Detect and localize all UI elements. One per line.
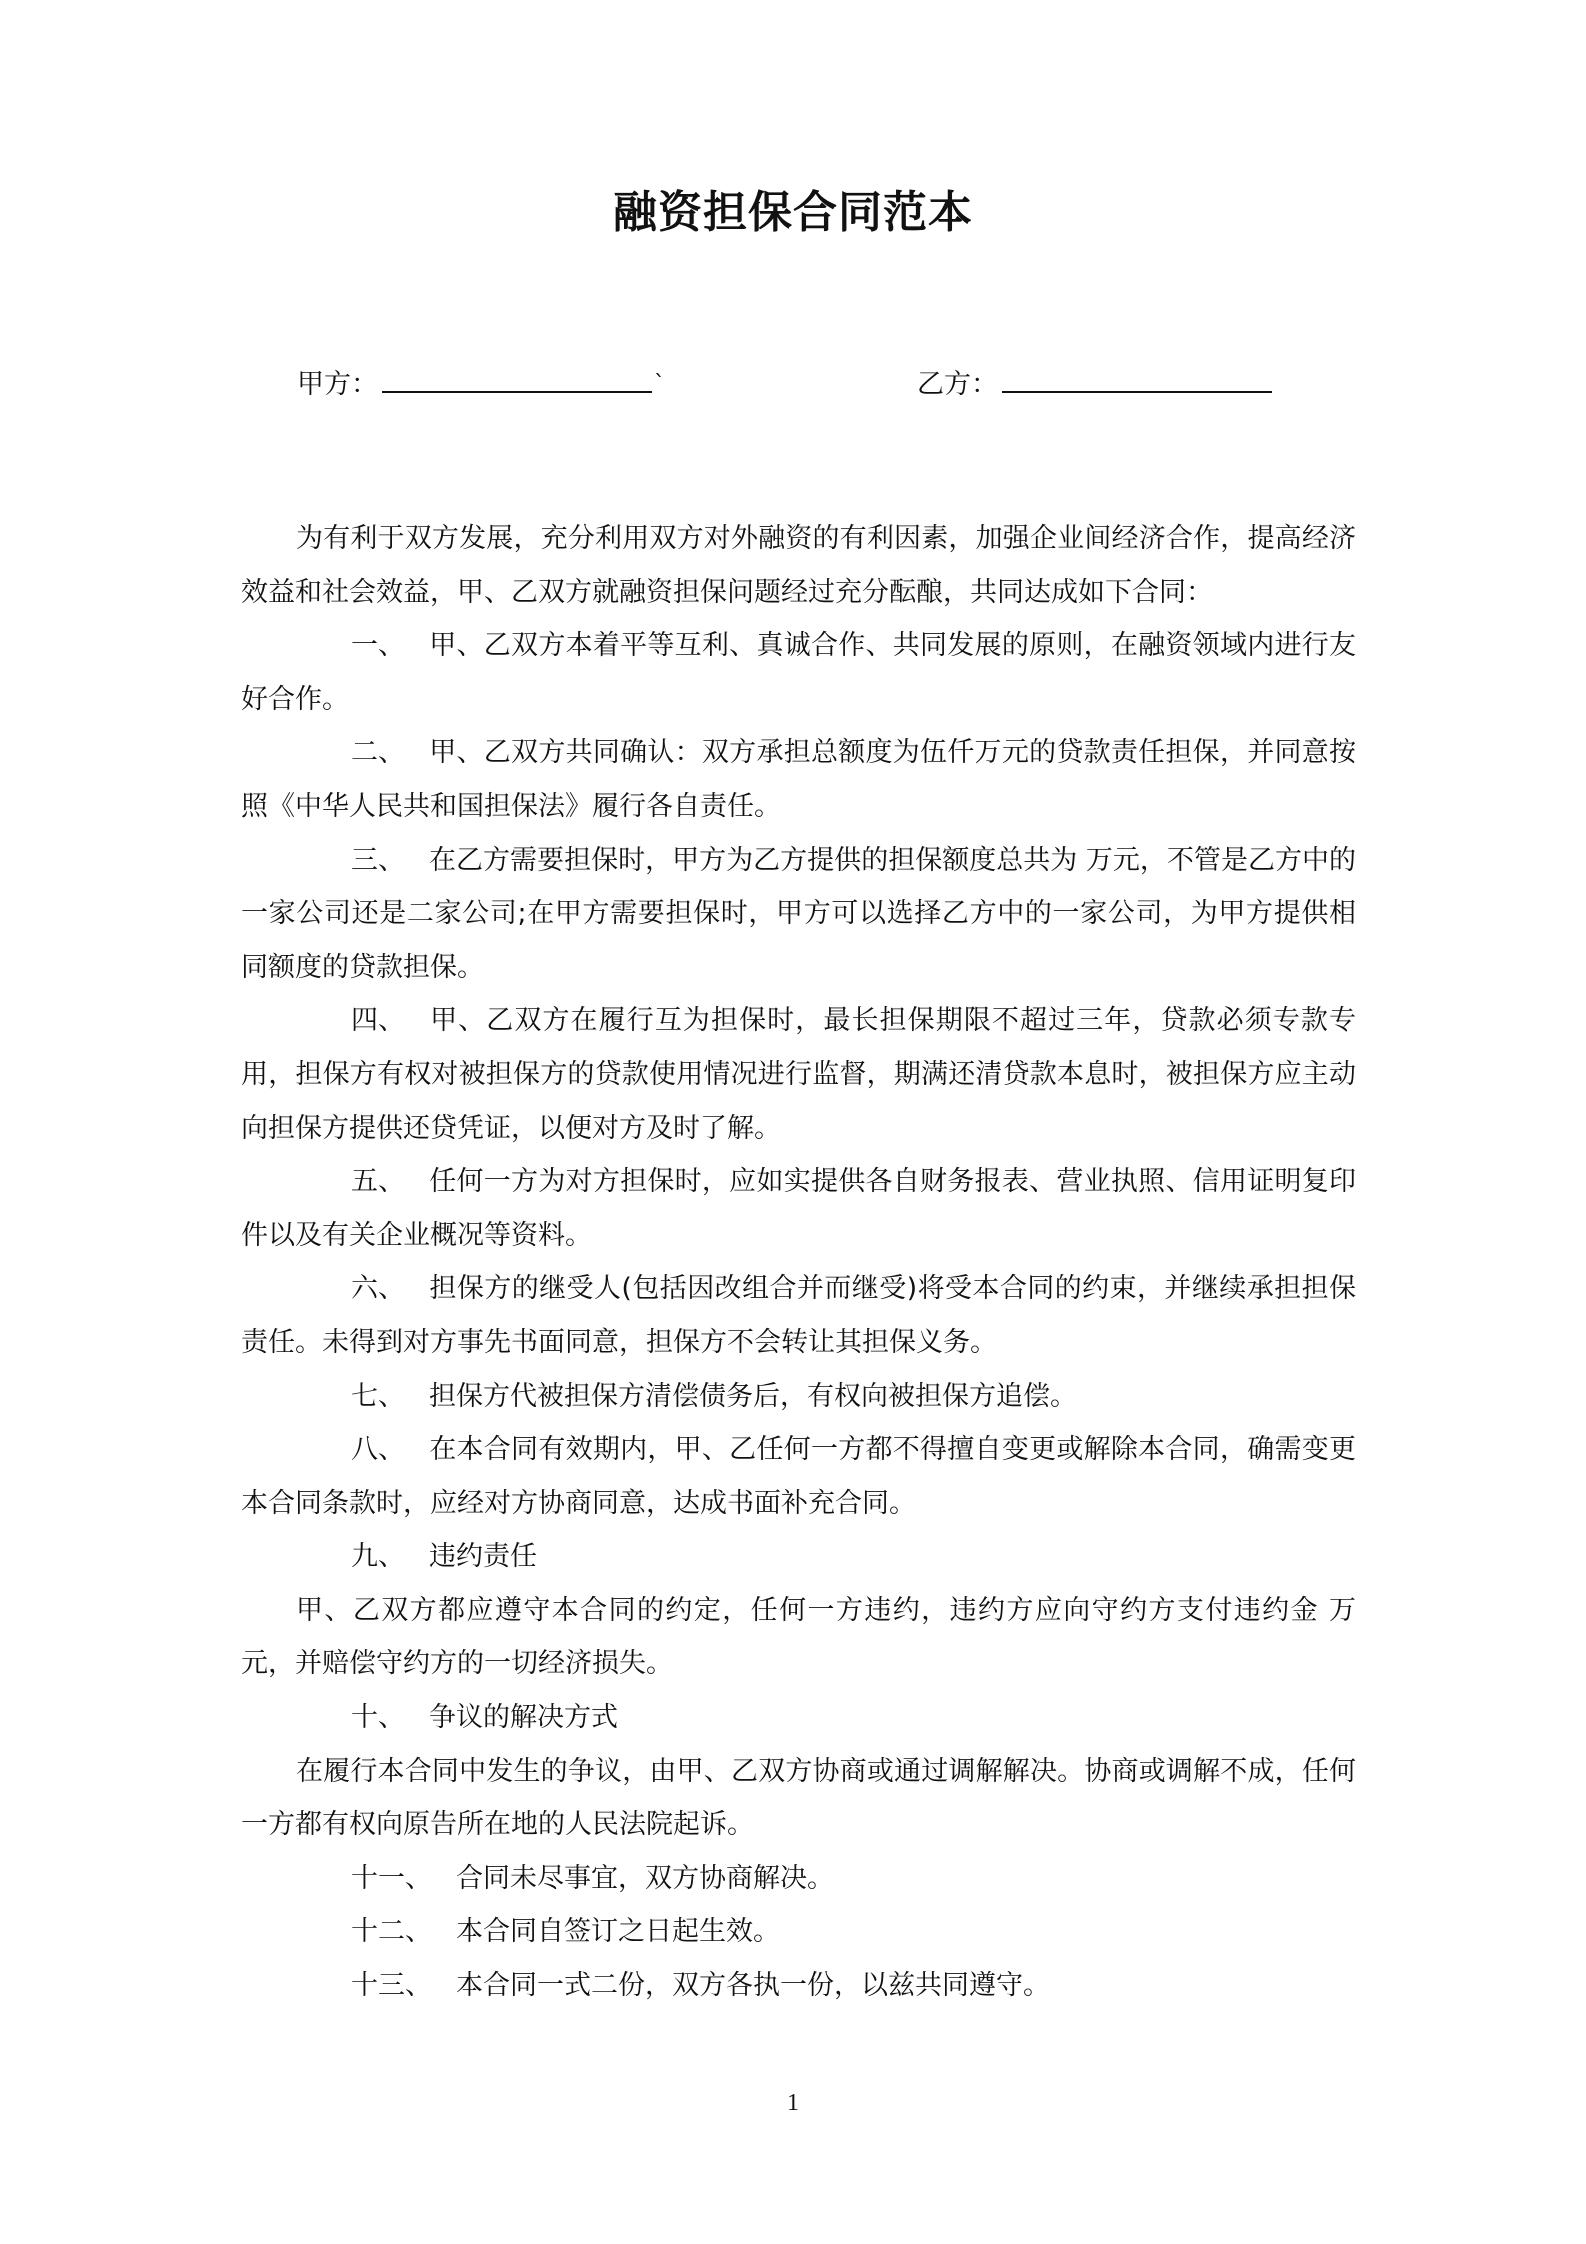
clause-2 — [241, 726, 1356, 833]
document-title: 融资担保合同范本 — [613, 187, 973, 238]
party-a-tick: ` — [654, 372, 665, 397]
party-a-blank — [382, 361, 652, 393]
clause-number: 十、 — [351, 1702, 405, 1734]
clause-number: 一、 — [351, 630, 405, 662]
clause-8 — [241, 1423, 1356, 1530]
clause-6 — [241, 1262, 1356, 1369]
intro-paragraph: 为有利于双方发展，充分利用双方对外融资的有利因素，加强企业间经济合作，提高经济效益和社会效益，甲、乙双方就融资担保问题经过充分酝酿，共同达成如下合同： — [241, 523, 1356, 608]
clause-1 — [241, 619, 1356, 726]
clause-9 — [241, 1530, 1356, 1584]
party-a — [297, 360, 665, 410]
clause-text: 合同未尽事宜，双方协商解决。 — [456, 1862, 834, 1894]
clause-13 — [241, 1959, 1356, 2013]
clause-number: 十一、 — [351, 1862, 432, 1894]
party-b-blank — [1002, 361, 1272, 393]
parties-line — [297, 360, 1347, 410]
clause-text: 担保方的继受人(包括因改组合并而继受)将受本合同的约束，并继续承担担保责任。未得到对方事先书面同意，担保方不会转让其担保义务。 — [241, 1273, 1356, 1358]
clause-number: 五、 — [351, 1166, 405, 1198]
clause-text: 任何一方为对方担保时，应如实提供各自财务报表、营业执照、信用证明复印件以及有关企业概况等资料。 — [241, 1166, 1356, 1251]
page-number: 1 — [787, 2090, 799, 2116]
clause-number: 九、 — [351, 1541, 405, 1573]
clause-number: 三、 — [351, 844, 405, 876]
clause-number: 八、 — [351, 1434, 405, 1466]
dispute-paragraph: 在履行本合同中发生的争议，由甲、乙双方协商或通过调解解决。协商或调解不成，任何一方都有权向原告所在地的人民法院起诉。 — [241, 1755, 1356, 1841]
clause-10 — [241, 1691, 1356, 1745]
clause-5 — [241, 1155, 1356, 1262]
clause-12 — [241, 1905, 1356, 1959]
clause-number: 十二、 — [351, 1916, 432, 1948]
clause-number: 六、 — [351, 1273, 405, 1305]
clause-number: 十三、 — [351, 1970, 432, 2002]
clause-text: 在乙方需要担保时，甲方为乙方提供的担保额度总共为 万元，不管是乙方中的一家公司还是二家公司;在甲方需要担保时，甲方可以选择乙方中的一家公司，为甲方提供相同额度的贷款担保。 — [241, 844, 1356, 983]
clause-number: 二、 — [351, 737, 405, 769]
clause-text: 本合同一式二份，双方各执一份，以兹共同遵守。 — [456, 1970, 1050, 2002]
contract-body — [241, 512, 1356, 2013]
clause-11 — [241, 1852, 1356, 1906]
clause-text: 违约责任 — [429, 1541, 537, 1573]
clause-text: 甲、乙双方共同确认：双方承担总额度为伍仟万元的贷款责任担保，并同意按照《中华人民共和国担保法》履行各自责任。 — [241, 737, 1356, 822]
clause-3 — [241, 834, 1356, 995]
clause-text: 本合同自签订之日起生效。 — [456, 1916, 780, 1948]
clause-7 — [241, 1370, 1356, 1424]
clause-number: 七、 — [351, 1380, 405, 1412]
party-b — [917, 360, 1272, 410]
clause-text: 争议的解决方式 — [429, 1702, 618, 1734]
clause-text: 担保方代被担保方清偿债务后，有权向被担保方追偿。 — [429, 1380, 1077, 1412]
breach-paragraph: 甲、乙双方都应遵守本合同的约定，任何一方违约，违约方应向守约方支付违约金 万元，并赔偿守约方的一切经济损失。 — [241, 1594, 1356, 1680]
clause-number: 四、 — [351, 1005, 405, 1037]
party-a-label: 甲方： — [297, 369, 378, 400]
party-b-label: 乙方： — [917, 369, 998, 400]
clause-text: 甲、乙双方在履行互为担保时，最长担保期限不超过三年，贷款必须专款专用，担保方有权对被担保方的贷款使用情况进行监督，期满还清贷款本息时，被担保方应主动向担保方提供还贷凭证，以便对方及时了解。 — [241, 1005, 1356, 1144]
clause-text: 甲、乙双方本着平等互利、真诚合作、共同发展的原则，在融资领域内进行友好合作。 — [241, 630, 1356, 715]
clause-4 — [241, 994, 1356, 1155]
clause-text: 在本合同有效期内，甲、乙任何一方都不得擅自变更或解除本合同，确需变更本合同条款时，应经对方协商同意，达成书面补充合同。 — [241, 1434, 1356, 1519]
